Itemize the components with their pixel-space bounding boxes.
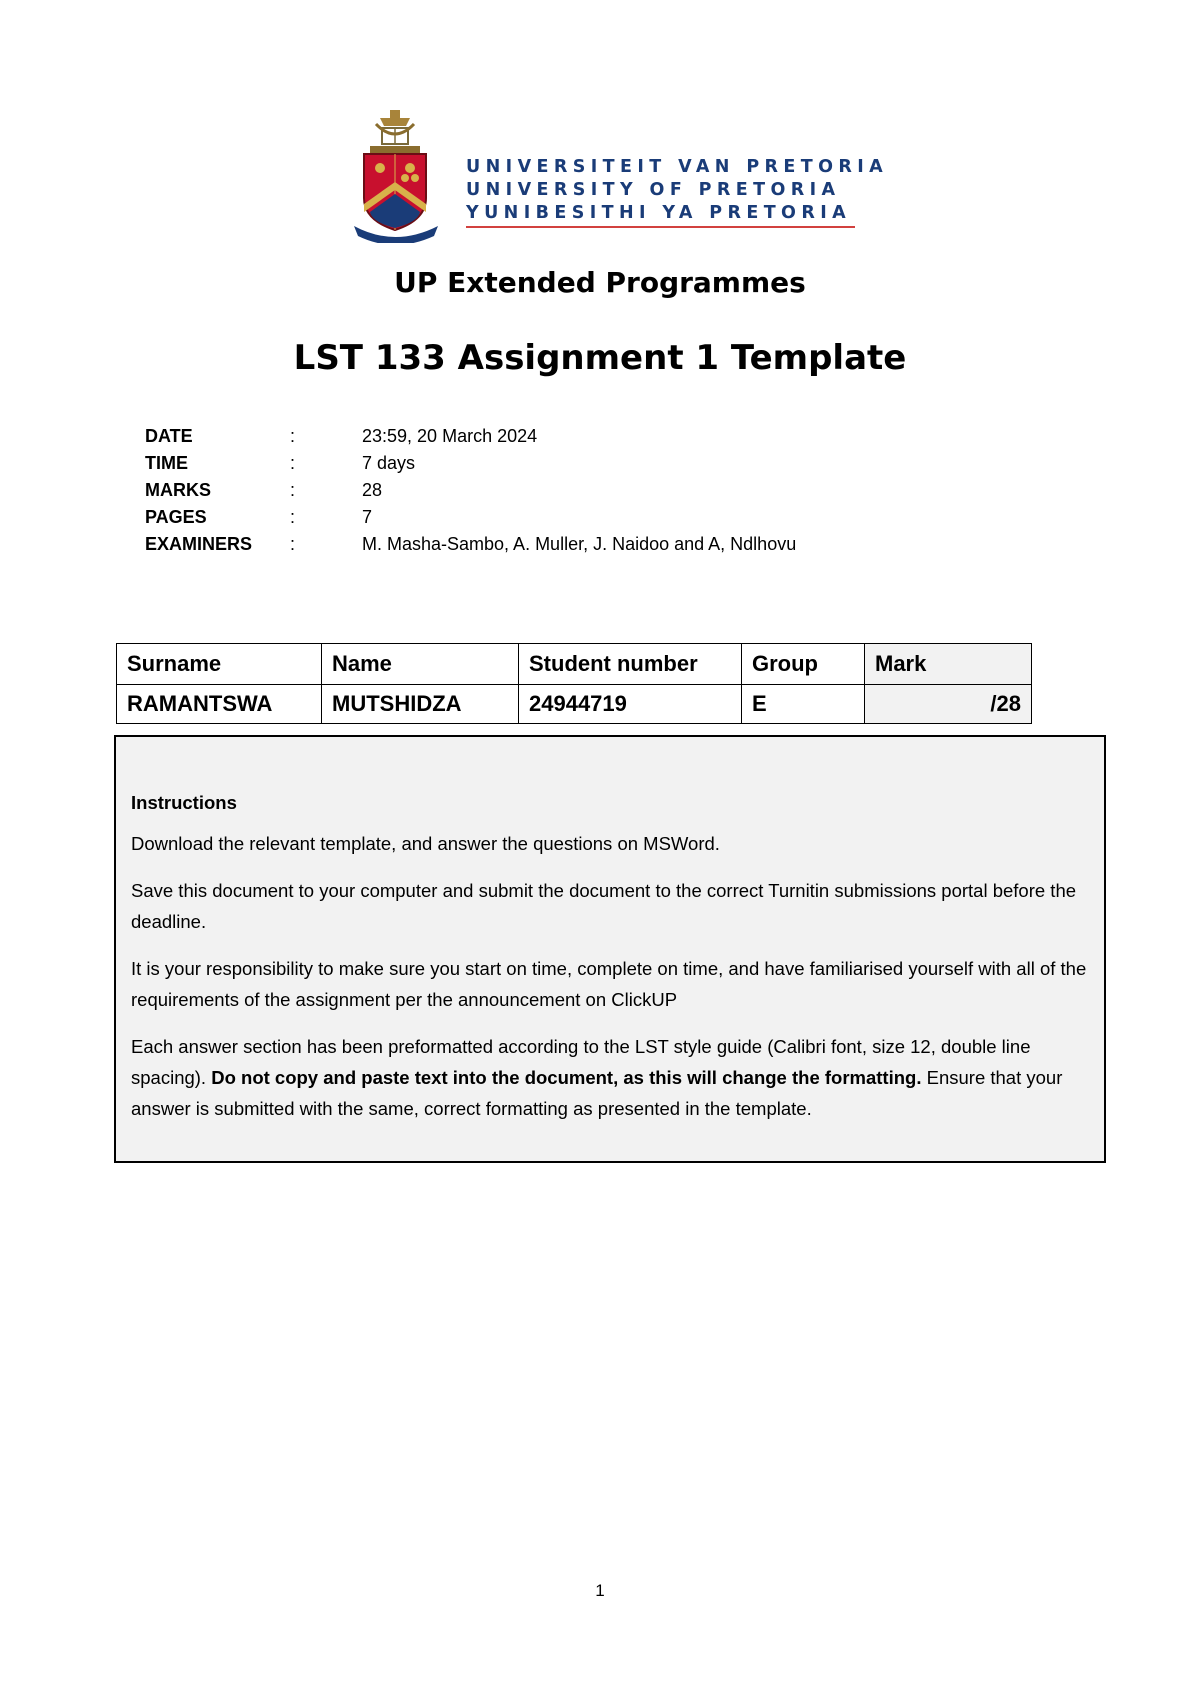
header-surname: Surname	[117, 644, 322, 685]
page-subtitle: UP Extended Programmes	[394, 266, 806, 299]
assignment-details	[145, 423, 1045, 558]
university-logo	[350, 108, 889, 243]
instructions-paragraph-2: Save this document to your computer and submit the document to the correct Turnitin submissions portal before the deadline.	[131, 880, 1077, 932]
university-name-afrikaans: UNIVERSITEIT VAN PRETORIA	[466, 157, 889, 177]
instructions-heading: Instructions	[131, 792, 237, 813]
logo-underline	[466, 226, 855, 228]
detail-label: EXAMINERS	[145, 534, 253, 554]
instructions-warning: Do not copy and paste text into the document, as this will change the formatting.	[211, 1067, 922, 1088]
instructions-paragraph-1: Download the relevant template, and answer the questions on MSWord.	[131, 833, 720, 854]
detail-row-time	[145, 450, 1045, 477]
cell-mark: /28	[865, 685, 1032, 724]
detail-value: 23:59, 20 March 2024	[362, 426, 538, 446]
detail-value: 7	[362, 507, 373, 527]
university-name-sepedi: YUNIBESITHI YA PRETORIA	[466, 203, 852, 223]
instructions-paragraph-4-end: Ensure that your answer is submitted with the same, correct formatting as presented in the template.	[131, 1067, 1063, 1119]
detail-colon: :	[290, 426, 296, 446]
header-mark: Mark	[865, 644, 1032, 685]
instructions-paragraph-4	[131, 1031, 1088, 1124]
instructions-paragraph-3: It is your responsibility to make sure you start on time, complete on time, and have familiarised yourself with all of the requirements of the assignment per the announcement on ClickUP	[131, 958, 1087, 1010]
instructions-box	[114, 735, 1106, 1163]
page-title: LST 133 Assignment 1 Template	[293, 338, 907, 378]
detail-value: 7 days	[362, 453, 416, 473]
university-crest-icon	[350, 108, 442, 243]
university-name-block	[466, 156, 889, 228]
detail-colon: :	[290, 534, 296, 554]
instructions-paragraph-4-start: Each answer section has been preformatted according to the LST style guide (Calibri font, size 12, double line spacing).	[131, 1036, 1031, 1088]
detail-label: PAGES	[145, 507, 207, 527]
cell-name[interactable]: MUTSHIDZA	[322, 685, 519, 724]
university-name-english: UNIVERSITY OF PRETORIA	[466, 180, 841, 200]
detail-colon: :	[290, 480, 296, 500]
detail-colon: :	[290, 507, 296, 527]
table-row	[117, 685, 1032, 724]
student-info-table	[116, 643, 1032, 724]
page-number: 1	[595, 1581, 605, 1600]
detail-row-examiners	[145, 531, 1045, 558]
header-student-number: Student number	[519, 644, 742, 685]
header-name: Name	[322, 644, 519, 685]
detail-label: TIME	[145, 453, 188, 473]
detail-label: MARKS	[145, 480, 211, 500]
detail-row-date	[145, 423, 1045, 450]
cell-student-number[interactable]: 24944719	[519, 685, 742, 724]
cell-surname[interactable]: RAMANTSWA	[117, 685, 322, 724]
detail-row-pages	[145, 504, 1045, 531]
detail-label: DATE	[145, 426, 193, 446]
detail-value: M. Masha-Sambo, A. Muller, J. Naidoo and A, Ndlhovu	[362, 534, 797, 554]
detail-row-marks	[145, 477, 1045, 504]
table-header-row	[117, 644, 1032, 685]
header-group: Group	[742, 644, 865, 685]
detail-value: 28	[362, 480, 383, 500]
cell-group[interactable]: E	[742, 685, 865, 724]
detail-colon: :	[290, 453, 296, 473]
